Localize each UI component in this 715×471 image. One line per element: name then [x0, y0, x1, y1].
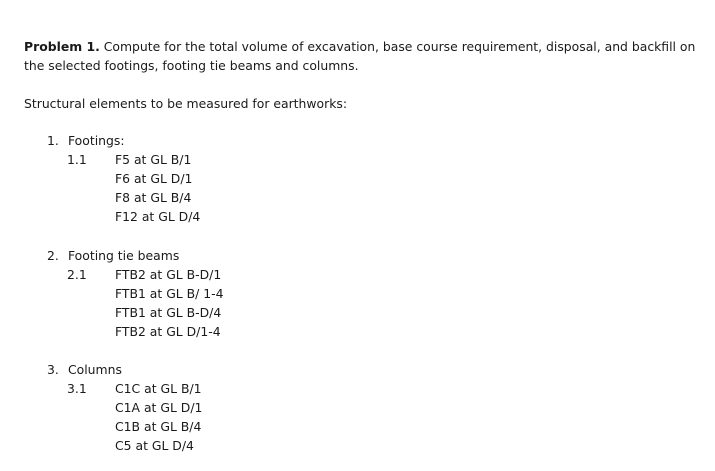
- list-item: FTB2 at GL B-D/1: [115, 267, 222, 282]
- list-item: F6 at GL D/1: [115, 171, 193, 186]
- list-item: C1C at GL B/1: [115, 381, 202, 396]
- section-label: Columns: [68, 362, 122, 377]
- section-title: [47, 360, 202, 379]
- subsection-number: 3.1: [67, 381, 87, 396]
- section-title: [47, 246, 224, 265]
- list-item: F8 at GL B/4: [115, 190, 192, 205]
- section-number: 3.: [47, 362, 59, 377]
- section-footings: [47, 131, 200, 226]
- section-label: Footings:: [68, 133, 125, 148]
- problem-text: Compute for the total volume of excavation, base course requirement, disposal, and backfill on the selected footings, footing tie beams and columns.: [24, 39, 696, 73]
- subsection-number: 1.1: [67, 152, 87, 167]
- list-item: FTB1 at GL B/ 1-4: [115, 286, 224, 301]
- list-item: C1B at GL B/4: [115, 419, 202, 434]
- section-columns: [47, 360, 202, 455]
- problem-statement: [24, 37, 709, 75]
- section-label: Footing tie beams: [68, 248, 180, 263]
- section-footing-tie-beams: [47, 246, 224, 341]
- section-number: 2.: [47, 248, 59, 263]
- list-item: C5 at GL D/4: [115, 438, 194, 453]
- subsection: [47, 150, 200, 226]
- section-number: 1.: [47, 133, 59, 148]
- subsection-number: 2.1: [67, 267, 87, 282]
- list-item: F12 at GL D/4: [115, 209, 201, 224]
- subsection: [47, 379, 202, 455]
- intro-text: Structural elements to be measured for earthworks:: [24, 96, 348, 111]
- problem-label: Problem 1.: [24, 39, 100, 54]
- list-item: FTB2 at GL D/1-4: [115, 324, 221, 339]
- subsection: [47, 265, 224, 341]
- section-title: [47, 131, 200, 150]
- list-item: C1A at GL D/1: [115, 400, 203, 415]
- list-item: F5 at GL B/1: [115, 152, 192, 167]
- list-item: FTB1 at GL B-D/4: [115, 305, 222, 320]
